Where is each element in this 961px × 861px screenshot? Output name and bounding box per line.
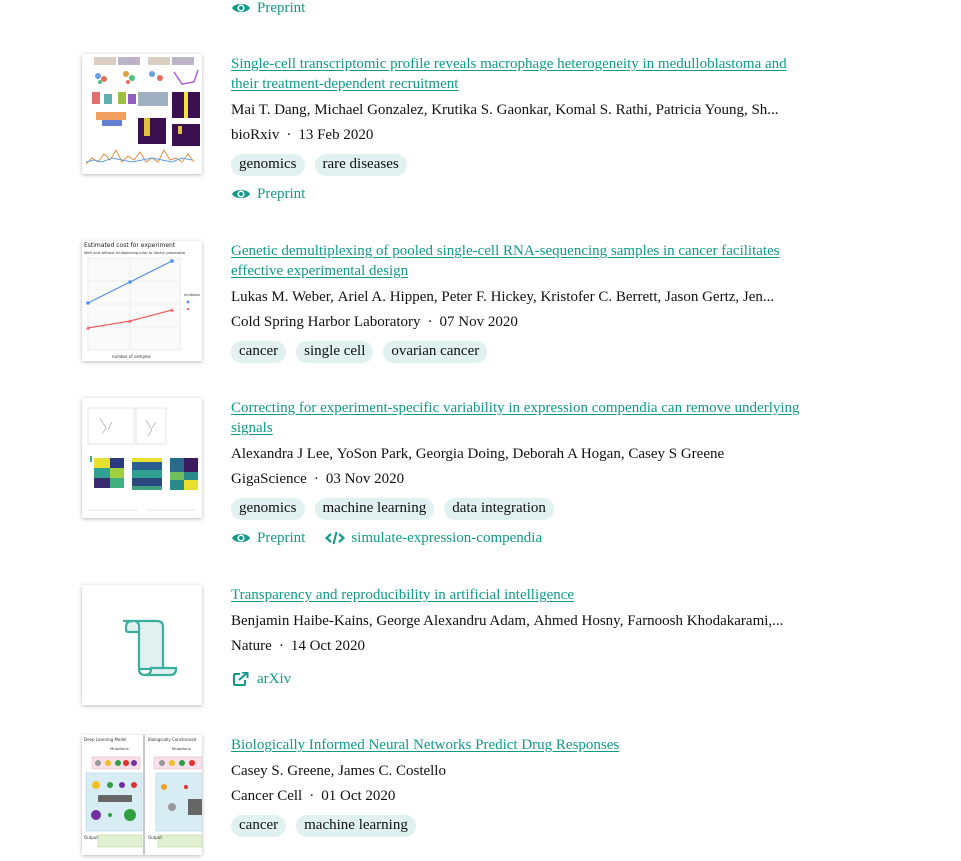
author[interactable]: , Jen...	[735, 289, 774, 305]
citation-info	[231, 585, 802, 705]
author[interactable]: , James C. Costello	[331, 763, 446, 779]
author[interactable]: , Patricia Young	[648, 102, 744, 118]
svg-text:multiplex: multiplex	[184, 293, 201, 297]
citation-card	[82, 54, 802, 204]
code-icon	[325, 531, 345, 545]
author[interactable]: Casey S. Greene	[231, 763, 331, 779]
link-label: Preprint	[257, 0, 306, 16]
citation-info	[231, 398, 802, 548]
author[interactable]: , Casey S Greene	[621, 446, 724, 462]
publish-date: 03 Nov 2020	[325, 471, 405, 487]
svg-text:With and without multiplexing: With and without multiplexing prior to library preparatio	[84, 251, 185, 255]
author[interactable]: , Peter F. Hickey	[434, 289, 533, 305]
tag-list	[231, 815, 802, 837]
citation-info	[231, 54, 802, 204]
tag-list	[231, 498, 802, 520]
citation-info	[231, 241, 802, 363]
publisher: Cancer Cell	[231, 788, 303, 804]
author[interactable]: , Jason Gertz	[658, 289, 736, 305]
code-repository-link[interactable]	[325, 528, 542, 548]
citation-meta	[231, 310, 802, 335]
citation-links	[231, 528, 802, 548]
chart-thumbnail-image	[82, 241, 202, 361]
citation-meta	[231, 634, 802, 659]
author-list	[231, 609, 802, 634]
tag[interactable]: genomics	[231, 154, 305, 176]
publisher: Nature	[231, 638, 272, 654]
eye-icon	[231, 531, 251, 545]
author[interactable]: , Ahmed Hosny	[526, 613, 620, 629]
author-list	[231, 759, 802, 784]
eye-icon	[231, 187, 251, 201]
citation-card	[82, 735, 802, 855]
publisher: Cold Spring Harbor Laboratory	[231, 314, 421, 330]
paper-scroll-icon	[82, 585, 202, 705]
author-list	[231, 442, 802, 467]
author[interactable]: , Krutika S. Gaonkar	[424, 102, 548, 118]
preprint-link[interactable]	[231, 0, 305, 18]
previous-citation-links	[231, 0, 305, 18]
svg-text:Biologically Constrained: Biologically Constrained	[148, 737, 197, 742]
citation-thumbnail[interactable]	[82, 54, 202, 174]
author[interactable]: , Komal S. Rathi	[548, 102, 648, 118]
citation-card	[82, 585, 802, 705]
tag[interactable]: single cell	[296, 341, 373, 363]
tag[interactable]: genomics	[231, 498, 305, 520]
citation-title-link[interactable]: Correcting for experiment-specific variability in expression compendia can remove underlying signals	[231, 400, 800, 436]
publish-date: 14 Oct 2020	[290, 638, 365, 654]
publish-date: 13 Feb 2020	[298, 127, 374, 143]
author[interactable]: , Michael Gonzalez	[307, 102, 424, 118]
svg-text:Output: Output	[148, 835, 162, 840]
author[interactable]: , Georgia Doing	[408, 446, 505, 462]
author[interactable]: , Farnoosh Khodakarami,...	[620, 613, 784, 629]
link-label: simulate-expression-compendia	[351, 530, 543, 546]
tag[interactable]: machine learning	[296, 815, 416, 837]
author[interactable]: Lukas M. Weber	[231, 289, 331, 305]
svg-text:Output: Output	[84, 835, 98, 840]
citation-title-link[interactable]: Transparency and reproducibility in artificial intelligence	[231, 587, 575, 603]
publisher: bioRxiv	[231, 127, 280, 143]
citation-title-link[interactable]: Genetic demultiplexing of pooled single-cell RNA-sequencing samples in cancer facilitates effective experimental design	[231, 243, 780, 279]
svg-text:number of samples: number of samples	[112, 354, 151, 359]
figure-thumbnail-image	[82, 54, 202, 174]
author[interactable]: Benjamin Haibe-Kains	[231, 613, 369, 629]
tag[interactable]: rare diseases	[315, 154, 407, 176]
separator-dot: ·	[313, 471, 319, 487]
author[interactable]: , YoSon Park	[329, 446, 408, 462]
citation-card	[82, 398, 802, 548]
link-label: Preprint	[257, 186, 306, 202]
external-link-icon	[231, 672, 251, 686]
citation-thumbnail[interactable]	[82, 735, 202, 855]
author[interactable]: , George Alexandru Adam	[369, 613, 526, 629]
author[interactable]: , Ariel A. Hippen	[330, 289, 434, 305]
tag[interactable]: cancer	[231, 341, 286, 363]
tag[interactable]: machine learning	[315, 498, 435, 520]
publish-date: 07 Nov 2020	[439, 314, 518, 330]
author-list	[231, 285, 802, 310]
citation-links	[231, 184, 802, 204]
figure-thumbnail-image	[82, 398, 202, 518]
author[interactable]: , Sh...	[744, 102, 779, 118]
separator-dot: ·	[286, 127, 292, 143]
neural-network-figure-image	[82, 735, 202, 855]
author[interactable]: Alexandra J Lee	[231, 446, 330, 462]
svg-text:Mutations: Mutations	[110, 746, 129, 751]
citation-links	[231, 669, 802, 689]
separator-dot: ·	[427, 314, 433, 330]
citation-thumbnail[interactable]	[82, 398, 202, 518]
author[interactable]: , Deborah A Hogan	[505, 446, 621, 462]
eye-icon	[231, 1, 251, 15]
tag-list	[231, 341, 802, 363]
citation-meta	[231, 123, 802, 148]
author[interactable]: , Kristofer C. Berrett	[533, 289, 658, 305]
citation-info	[231, 735, 802, 855]
svg-text:Mutations: Mutations	[172, 746, 191, 751]
citation-title-link[interactable]: Single-cell transcriptomic profile reveals macrophage heterogeneity in medulloblastoma and their treatment-dependent recruitment	[231, 56, 787, 92]
link-label: arXiv	[257, 671, 292, 687]
link-label: Preprint	[257, 530, 306, 546]
author[interactable]: Mai T. Dang	[231, 102, 307, 118]
tag[interactable]: cancer	[231, 815, 286, 837]
tag-list	[231, 154, 802, 176]
preprint-link[interactable]	[231, 184, 305, 204]
svg-text:Deep Learning Model: Deep Learning Model	[84, 737, 127, 742]
author-list	[231, 98, 802, 123]
citation-thumbnail[interactable]	[82, 241, 202, 361]
publisher: GigaScience	[231, 471, 307, 487]
citation-thumbnail[interactable]	[82, 585, 202, 705]
svg-text:Estimated cost for experiment: Estimated cost for experiment	[84, 242, 176, 249]
citation-card	[82, 241, 802, 363]
arxiv-link[interactable]	[231, 669, 291, 689]
tag[interactable]: ovarian cancer	[383, 341, 487, 363]
tag[interactable]: data integration	[444, 498, 554, 520]
citation-title-link[interactable]: Biologically Informed Neural Networks Predict Drug Responses	[231, 737, 620, 753]
publish-date: 01 Oct 2020	[321, 788, 396, 804]
preprint-link[interactable]	[231, 528, 305, 548]
separator-dot: ·	[309, 788, 315, 804]
citation-meta	[231, 784, 802, 809]
citation-meta	[231, 467, 802, 492]
separator-dot: ·	[278, 638, 284, 654]
